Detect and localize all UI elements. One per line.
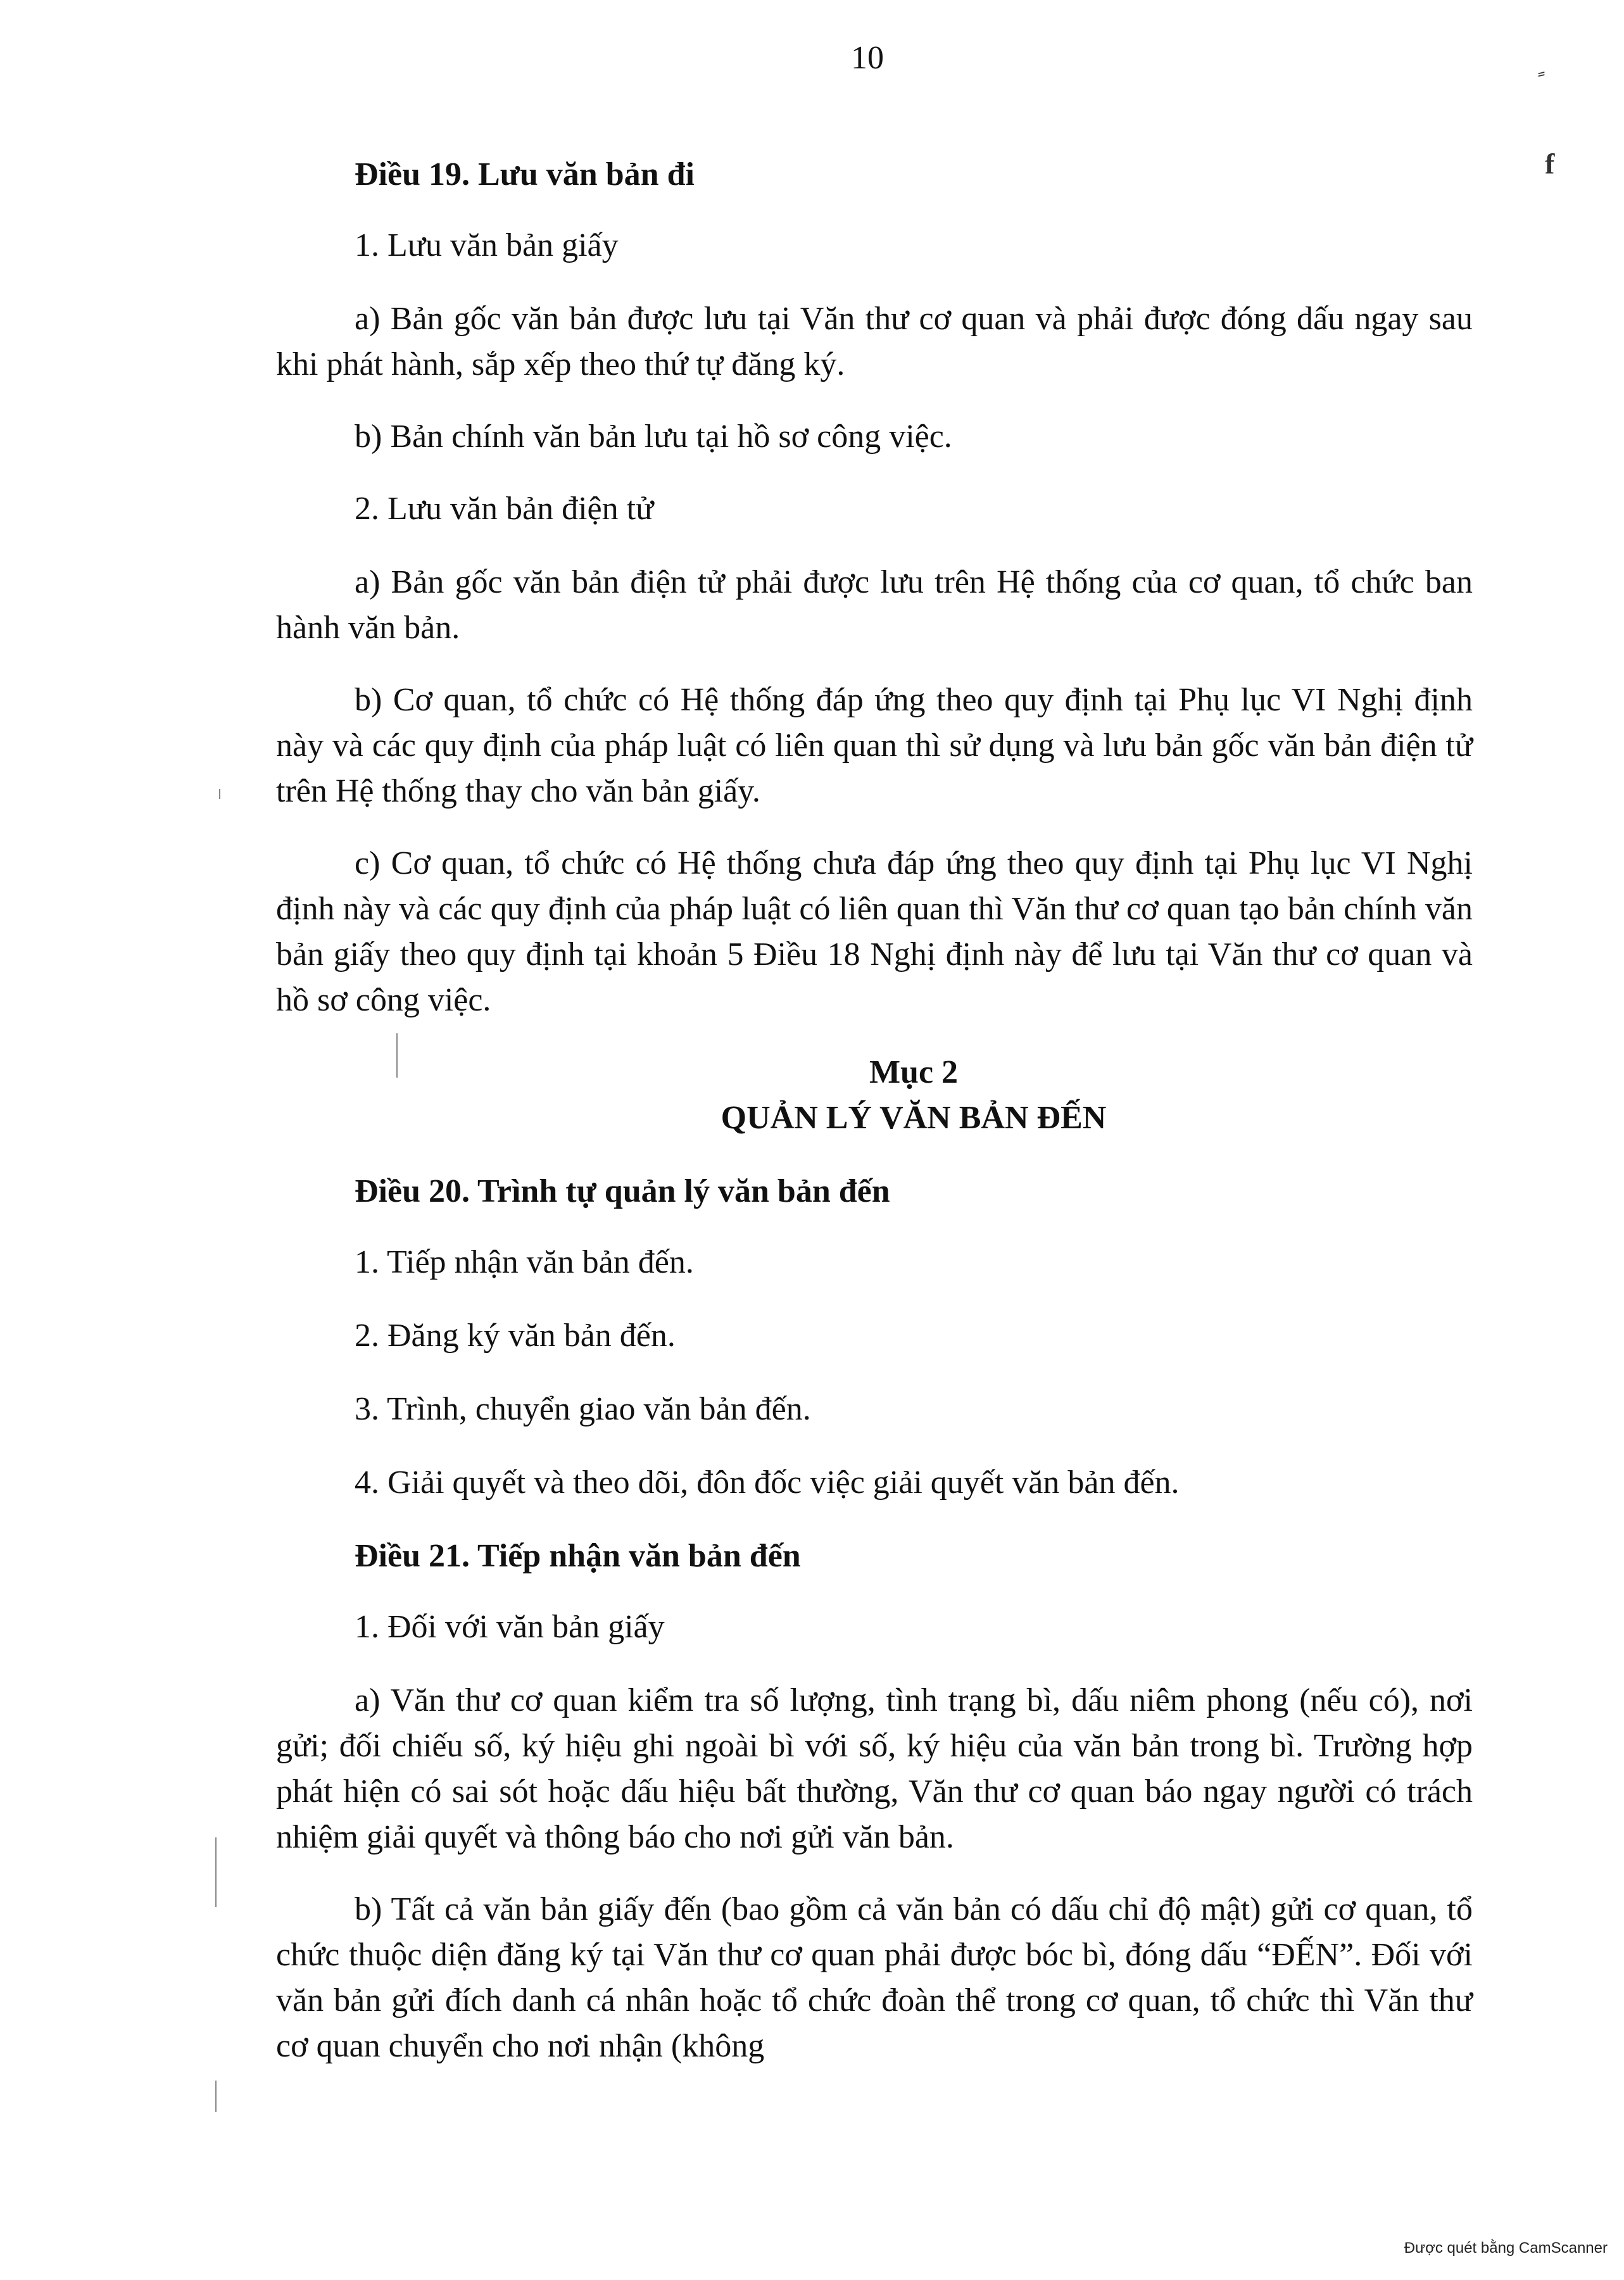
article-19-item-1a: a) Bản gốc văn bản được lưu tại Văn thư cơ quan và phải được đóng dấu ngay sau khi phát hành, sắp xếp theo thứ tự đăng ký. <box>276 301 1473 382</box>
section-header <box>276 1050 1473 1141</box>
margin-tick <box>215 2081 217 2112</box>
article-19-item-1b: b) Bản chính văn bản lưu tại hồ sơ công việc. <box>355 419 952 455</box>
article-19-item-2c: c) Cơ quan, tổ chức có Hệ thống chưa đáp ứng theo quy định tại Phụ lục VI Nghị định này và các quy định của pháp luật có liên quan thì Văn thư cơ quan tạo bản chính văn bản giấy theo quy định tại khoản 5 Điều 18 Nghị định này để lưu tại Văn thư cơ quan và hồ sơ công việc. <box>276 845 1473 1018</box>
article-21-heading: Điều 21. Tiếp nhận văn bản đến <box>355 1538 801 1574</box>
document-body <box>276 152 1473 2096</box>
article-21-item-1a: a) Văn thư cơ quan kiểm tra số lượng, tình trạng bì, dấu niêm phong (nếu có), nơi gửi; đối chiếu số, ký hiệu ghi ngoài bì với số, ký hiệu của văn bản trong bì. Trường hợp phát hiện có sai sót hoặc dấu hiệu bất thường, Văn thư cơ quan báo ngay người có trách nhiệm giải quyết và thông báo cho nơi gửi văn bản. <box>276 1682 1473 1855</box>
article-19-item-1: 1. Lưu văn bản giấy <box>355 227 619 263</box>
scan-artifact-mark: f <box>1545 148 1555 180</box>
camscanner-watermark: Được quét bằng CamScanner <box>1404 2239 1608 2257</box>
article-20-heading: Điều 20. Trình tự quản lý văn bản đến <box>355 1173 890 1209</box>
article-19-item-2b: b) Cơ quan, tổ chức có Hệ thống đáp ứng theo quy định tại Phụ lục VI Nghị định này và các quy định của pháp luật có liên quan thì sử dụng và lưu bản gốc văn bản điện tử trên Hệ thống thay cho văn bản giấy. <box>276 682 1473 809</box>
article-20-item: 1. Tiếp nhận văn bản đến. <box>355 1244 694 1280</box>
article-19-heading: Điều 19. Lưu văn bản đi <box>355 156 695 192</box>
margin-tick <box>215 1837 217 1907</box>
article-20-item: 3. Trình, chuyển giao văn bản đến. <box>355 1391 811 1427</box>
margin-tick <box>219 789 220 799</box>
article-20-item: 4. Giải quyết và theo dõi, đôn đốc việc giải quyết văn bản đến. <box>355 1464 1180 1501</box>
article-21-item-1b: b) Tất cả văn bản giấy đến (bao gồm cả văn bản có dấu chỉ độ mật) gửi cơ quan, tổ chức thuộc diện đăng ký tại Văn thư cơ quan phải được bóc bì, đóng dấu “ĐẾN”. Đối với văn bản gửi đích danh cá nhân hoặc tổ chức đoàn thể trong cơ quan, tổ chức thì Văn thư cơ quan chuyển cho nơi nhận (không <box>276 1891 1473 2064</box>
article-20-item: 2. Đăng ký văn bản đến. <box>355 1318 676 1354</box>
section-label: Mục 2 <box>869 1054 959 1090</box>
page-number: 10 <box>851 40 884 76</box>
article-21-item-1: 1. Đối với văn bản giấy <box>355 1609 665 1645</box>
article-19-item-2: 2. Lưu văn bản điện tử <box>355 491 654 527</box>
article-19-item-2a: a) Bản gốc văn bản điện tử phải được lưu trên Hệ thống của cơ quan, tổ chức ban hành văn bản. <box>276 564 1473 646</box>
section-title: QUẢN LÝ VĂN BẢN ĐẾN <box>721 1100 1107 1136</box>
